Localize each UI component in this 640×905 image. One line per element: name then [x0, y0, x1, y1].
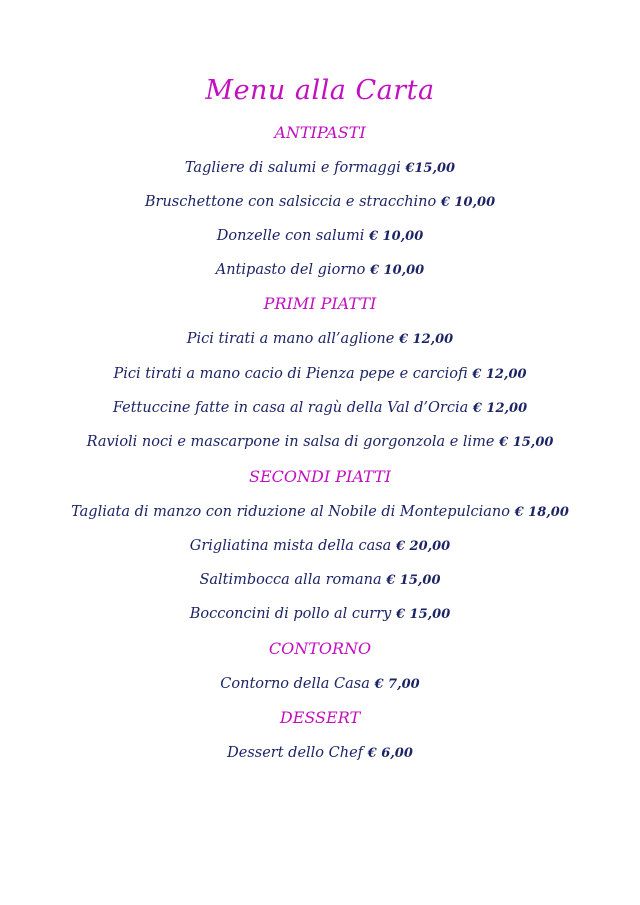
section-heading-antipasti: ANTIPASTI	[274, 123, 366, 142]
dish-name: Pici tirati a mano cacio di Pienza pepe e carciofi	[113, 366, 468, 382]
menu-item	[0, 501, 640, 524]
section-heading-secondi-piatti: SECONDI PIATTI	[249, 467, 391, 486]
dish-price: € 20,00	[395, 539, 451, 554]
menu-item	[0, 673, 640, 696]
dish-price: € 15,00	[395, 607, 451, 622]
dish-price: € 6,00	[367, 746, 413, 761]
dish-price: €15,00	[405, 161, 456, 176]
menu-item	[0, 157, 640, 180]
section-heading-contorno: CONTORNO	[268, 639, 372, 658]
dish-name: Dessert dello Chef	[227, 745, 364, 761]
dish-price: € 10,00	[368, 229, 424, 244]
dish-price: € 12,00	[398, 332, 454, 347]
menu-item	[0, 225, 640, 248]
dish-price: € 7,00	[374, 677, 420, 692]
menu-item	[0, 328, 640, 351]
dish-price: € 12,00	[472, 367, 527, 382]
dish-name: Contorno della Casa	[220, 676, 370, 692]
menu-item	[0, 397, 640, 420]
dish-name: Tagliata di manzo con riduzione al Nobile di Montepulciano	[71, 504, 510, 520]
dish-name: Bruschettone con salsiccia e stracchino	[144, 194, 437, 210]
dish-name: Fettuccine fatte in casa al ragù della Val d’Orcia	[112, 400, 469, 416]
section-heading-dessert: DESSERT	[279, 708, 361, 727]
dish-name: Bocconcini di pollo al curry	[189, 606, 392, 622]
dish-price: € 10,00	[369, 263, 425, 278]
dish-name: Tagliere di salumi e formaggi	[184, 160, 401, 176]
menu-item	[0, 259, 640, 282]
dish-price: € 15,00	[386, 573, 441, 588]
dish-name: Pici tirati a mano all’aglione	[186, 331, 395, 347]
dish-price: € 12,00	[472, 401, 528, 416]
dish-name: Antipasto del giorno	[215, 262, 366, 278]
dish-name: Donzelle con salumi	[216, 228, 365, 244]
menu-item	[0, 742, 640, 765]
menu-item	[0, 535, 640, 558]
dish-price: € 18,00	[514, 505, 569, 520]
dish-name: Ravioli noci e mascarpone in salsa di gorgonzola e lime	[86, 434, 495, 450]
dish-price: € 10,00	[440, 195, 496, 210]
dish-name: Grigliatina mista della casa	[189, 538, 392, 554]
menu-item	[0, 569, 640, 592]
menu-item	[0, 431, 640, 454]
menu-title: Menu alla Carta	[205, 75, 435, 106]
menu-item	[0, 191, 640, 214]
dish-name: Saltimbocca alla romana	[199, 572, 382, 588]
menu-item	[0, 363, 640, 386]
menu-item	[0, 603, 640, 626]
dish-price: € 15,00	[499, 435, 554, 450]
section-heading-primi-piatti: PRIMI PIATTI	[263, 294, 377, 313]
